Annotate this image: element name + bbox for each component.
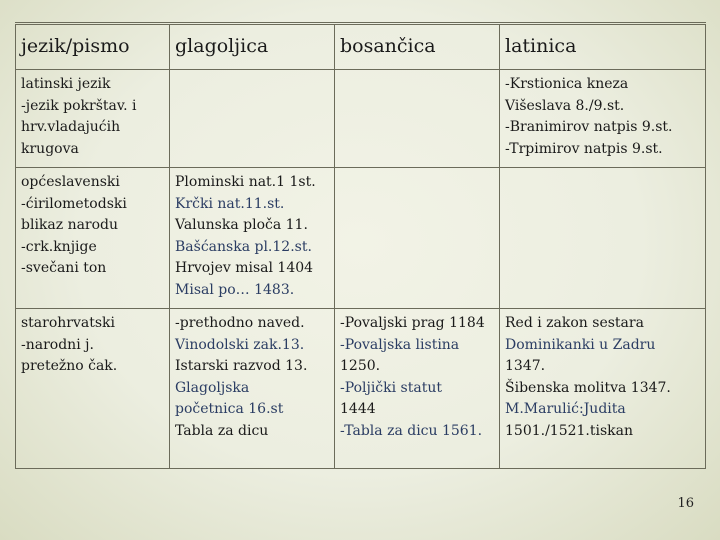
cell-line: početnica 16.st <box>175 401 284 417</box>
header-jezik-pismo: jezik/pismo <box>16 24 170 70</box>
cell-line: Plominski nat.1 1st. <box>175 174 316 190</box>
cell-line: -crk.knjige <box>21 238 97 255</box>
cell-line: -narodni j. <box>21 336 94 353</box>
header-latinica: latinica <box>500 24 706 70</box>
cell-line: općeslavenski <box>21 174 120 190</box>
cell-line: Višeslava 8./9.st. <box>505 97 625 114</box>
cell-line: blikaz narodu <box>21 217 119 233</box>
cell-language <box>16 309 170 469</box>
cell-line: -Krstionica kneza <box>505 76 629 92</box>
table-row-opceslavenski <box>16 168 706 309</box>
cell-glagoljica <box>170 168 335 309</box>
cell-language <box>16 70 170 168</box>
cell-line: -Trpimirov natpis 9.st. <box>505 140 663 157</box>
cell-line: 1444 <box>340 401 376 417</box>
writing-systems-table <box>15 22 706 469</box>
cell-line: -ćirilometodski <box>21 195 127 212</box>
table-header-row <box>16 24 706 70</box>
cell-line: Valunska ploča 11. <box>175 217 308 233</box>
cell-line: -Poljički statut <box>340 379 442 396</box>
cell-line: Red i zakon sestara <box>505 315 644 331</box>
cell-bosancica <box>335 309 500 469</box>
cell-line: Dominikanki u Zadru <box>505 336 656 353</box>
cell-line: -Povaljski prag 1184 <box>340 315 485 331</box>
cell-bosancica <box>335 70 500 168</box>
cell-line: -prethodno naved. <box>175 315 305 331</box>
cell-line: hrv.vladajućih <box>21 119 121 135</box>
header-bosancica: bosančica <box>335 24 500 70</box>
cell-glagoljica <box>170 70 335 168</box>
cell-line: M.Marulić:Judita <box>505 401 626 417</box>
cell-line: Misal po… 1483. <box>175 281 295 298</box>
cell-line: 1501./1521.tiskan <box>505 422 634 439</box>
cell-line: -jezik pokrštav. i <box>21 97 137 114</box>
cell-bosancica <box>335 168 500 309</box>
header-glagoljica: glagoljica <box>170 24 335 70</box>
cell-line: Glagoljska <box>175 379 250 396</box>
table-row-latinski <box>16 70 706 168</box>
cell-language <box>16 168 170 309</box>
cell-line: Šibenska molitva 1347. <box>505 379 671 396</box>
cell-line: krugova <box>21 140 79 157</box>
cell-line: Vinodolski zak.13. <box>175 336 305 353</box>
cell-latinica <box>500 309 706 469</box>
cell-line: latinski jezik <box>21 76 111 92</box>
cell-glagoljica <box>170 309 335 469</box>
cell-line: Istarski razvod 13. <box>175 358 308 374</box>
cell-latinica <box>500 168 706 309</box>
cell-line: Bašćanska pl.12.st. <box>175 238 312 255</box>
cell-line: -Tabla za dicu 1561. <box>340 422 483 439</box>
cell-line: -Branimirov natpis 9.st. <box>505 119 673 135</box>
cell-latinica <box>500 70 706 168</box>
cell-line: pretežno čak. <box>21 358 118 374</box>
cell-line: Krčki nat.11.st. <box>175 195 285 212</box>
cell-line: -svečani ton <box>21 260 107 276</box>
cell-line: 1347. <box>505 358 546 374</box>
cell-line: Tabla za dicu <box>175 422 269 439</box>
cell-line: Hrvojev misal 1404 <box>175 260 314 276</box>
cell-line: 1250. <box>340 358 381 374</box>
page-number: 16 <box>677 496 694 511</box>
cell-line: -Povaljska listina <box>340 336 460 353</box>
table-row-starohrvatski <box>16 309 706 469</box>
cell-line: starohrvatski <box>21 315 116 331</box>
